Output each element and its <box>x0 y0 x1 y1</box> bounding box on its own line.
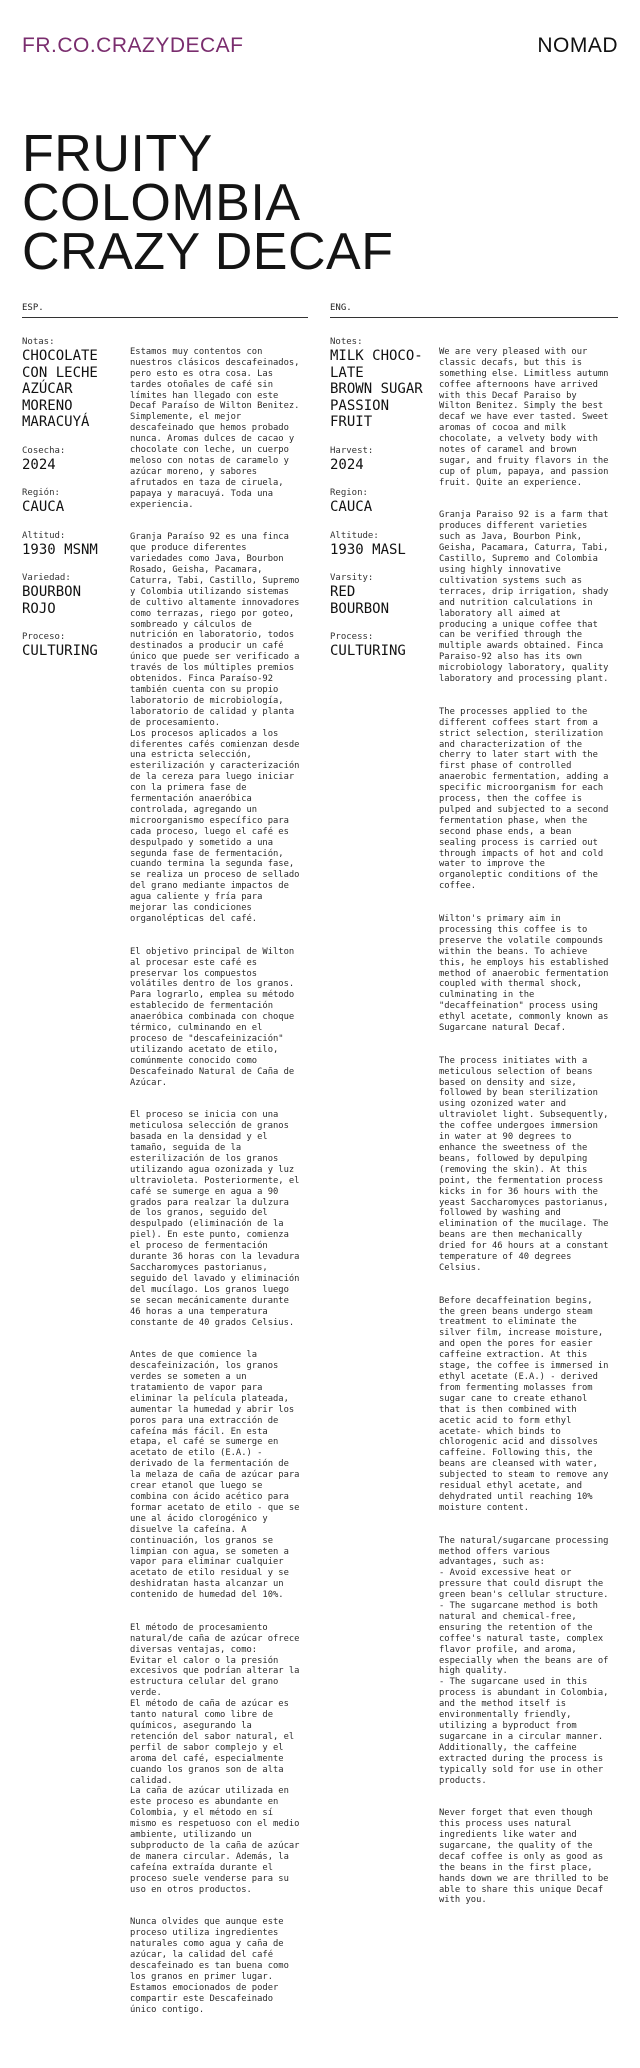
brand-logo[interactable]: NOMAD <box>537 34 618 57</box>
fact-region <box>22 487 124 516</box>
fact-label: Región: <box>22 488 60 498</box>
fact-process <box>22 631 124 660</box>
description-paragraph: El método de procesamiento natural/de caña de azúcar ofrece diversas ventajas, como: Evitar el calor o la presión excesivos que podrían alterar la estructura celular del grano verde. El método de caña de azúcar es tanto natural como libre de químicos, asegurando la retención del sabor natural, el perfil de sabor complejo y el aroma del café, especialmente cuando los granos son de alta calidad. La caña de azúcar utilizada en este proceso es abundante en Colombia, y el método en sí mismo es respetuoso con el medio ambiente, utilizando un subproducto de la caña de azúcar de manera circular. Además, la cafeína extraída durante el proceso suele venderse para su uso en otros productos. <box>130 1622 300 1895</box>
description-paragraph: Granja Paraíso 92 es una finca que produce diferentes variedades como Java, Bourbon Rosado, Geisha, Pacamara, Caturra, Tabi, Castillo, Supremo y Colombia utilizando sistemas de cultivo altamente innovadores como terrazas, riego por goteo, sombreado y cálculos de nutrición en laboratorio, todos destinados a producir un café único que puede ser verificado a través de los múltiples premios obtenidos. Finca Paraíso-92 también cuenta con su propio laboratorio de microbiología, laboratorio de calidad y planta de procesamiento. Los procesos aplicados a los diferentes cafés comienzan desde una estricta selección, esterilización y caracterización de la cereza para luego iniciar con la primera fase de fermentación anaeróbica controlada, agregando un microorganismo específico para cada proceso, luego el café es despulpado y sometido a una segunda fase de fermentación, cuando termina la segunda fase, se realiza un proceso de sellado del grano mediante impactos de agua caliente y fría para mejorar las condiciones organolépticas del café. <box>130 532 300 925</box>
fact-harvest <box>22 445 124 474</box>
title-line: FRUITY <box>22 125 213 183</box>
fact-notes <box>330 336 432 431</box>
fact-label: Notas: <box>22 337 55 347</box>
fact-label: Region: <box>330 488 368 498</box>
fact-label: Altitud: <box>22 530 66 541</box>
description-paragraph: El proceso se inicia con una meticulosa selección de granos basada en la densidad y el tamaño, seguida de la esterilización de los granos utilizando agua ozonizada y luz ultravioleta. Posteriormente, el café se sumerge en agua a 90 grados para realzar la dulzura de los granos, seguido del despulpado (eliminación de la piel). En este punto, comienza el proceso de fermentación durante 36 horas con la levadura Saccharomyces pastorianus, seguido del lavado y eliminación del mucílago. Los granos luego se secan mecánicamente durante 46 horas a una temperatura constante de 40 grados Celsius. <box>130 1110 300 1328</box>
header <box>22 34 618 64</box>
description-paragraph: The natural/sugarcane processing method offers various advantages, such as: - Avoid excessive heat or pressure that could disrupt the green bean's cellular structure. - The sugarcane method is both natural and chemical-free, ensuring the retention of the coffee's natural taste, complex flavor profile, and aroma, especially when the beans are of high quality. - The sugarcane used in this process is abundant in Colombia, and the method itself is environmentally friendly, utilizing a byproduct from sugarcane in a circular manner. Additionally, the caffeine extracted during the process is typically sold for use in other products. <box>439 1535 609 1786</box>
fact-label: Harvest: <box>330 445 374 456</box>
fact-label: Process: <box>330 632 374 642</box>
description-paragraph: Wilton's primary aim in processing this coffee is to preserve the volatile compounds within the beans. To achieve this, he employs his established method of anaerobic fermentation coupled with thermal shock, culminating in the "decaffeination" process using ethyl acetate, commonly known as Sugarcane natural Decaf. <box>439 913 609 1034</box>
fact-value: CHOCOLATE CON LECHE AZÚCAR MORENO MARACUYÁ <box>22 348 98 430</box>
fact-value: CULTURING <box>22 643 98 659</box>
description <box>439 336 637 1928</box>
description-paragraph: El objetivo principal de Wilton al procesar este café es preservar los compuestos volátiles dentro de los granos. Para lograrlo, emplea su método establecido de fermentación anaeróbica combinada con choque térmico, culminando en el proceso de "descafeinización" utilizando acetato de etilo, comúnmente conocido como Descafeinado Natural de Caña de Azúcar. <box>130 946 295 1088</box>
description-paragraph: The processes applied to the different coffees start from a strict selection, sterilization and characterization of the cherry to later start with the first phase of controlled anaerobic fermentation, adding a specific microorganism for each process, then the coffee is pulped and subjected to a second fermentation phase, when the second phase ends, a bean sealing process is carried out through impacts of hot and cold water to improve the organoleptic conditions of the coffee. <box>439 706 609 892</box>
title-line: CRAZY DECAF <box>22 223 394 281</box>
fact-value: CAUCA <box>22 499 65 515</box>
facts-list <box>22 336 124 674</box>
description-paragraph: We are very pleased with our classic decafs, but this is something else. Limitless autumn coffee afternoons have arrived with this Decaf Paraiso by Wilton Benitez. Simply the best decaf we have ever tasted. Sweet aromas of cocoa and milk chocolate, a velvety body with notes of caramel and brown sugar, and fruity flavors in the cup of plum, papaya, and passion fruit. Quite an experience. <box>439 346 609 488</box>
fact-value: 1930 MASL <box>330 541 406 558</box>
fact-label: Proceso: <box>22 632 66 642</box>
page-title <box>22 125 394 281</box>
fact-variety <box>22 572 124 617</box>
english-column <box>330 303 618 1906</box>
fact-label: Varsity: <box>330 573 374 583</box>
spanish-column <box>22 303 308 2015</box>
fact-value: CAUCA <box>330 499 373 515</box>
fact-label: Cosecha: <box>22 445 66 456</box>
description-paragraph: Never forget that even though this process uses natural ingredients like water and sugarcane, the quality of the decaf coffee is only as good as the beans in the first place, hands down we are thrilled to be able to share this unique Decaf with you. <box>439 1808 609 1906</box>
description-paragraph: Nunca olvides que aunque este proceso utiliza ingredientes naturales como agua y caña de azúcar, la calidad del café descafeinado es tan buena como los granos en primer lugar. Estamos emocionados de poder compartir este Descafeinado único contigo. <box>130 1917 289 2015</box>
fact-label: Notes: <box>330 337 363 347</box>
description-paragraph: Estamos muy contentos con nuestros clásicos descafeinados, pero esto es otra cosa. Las tardes otoñales de café sin límites han llegado con este Decaf Paraíso de Wilton Benitez. Simplemente, el mejor descafeinado que hemos probado nunca. Aromas dulces de cacao y chocolate con leche, un cuerpo meloso con notas de caramelo y azúcar moreno, y sabores afrutados en taza de ciruela, papaya y maracuyá. Toda una experiencia. <box>130 346 300 510</box>
language-label: ESP. <box>22 303 308 318</box>
fact-altitude <box>330 530 432 559</box>
fact-label: Altitude: <box>330 530 379 541</box>
fact-variety <box>330 572 432 617</box>
fact-harvest <box>330 445 432 474</box>
fact-value: RED BOURBON <box>330 584 390 617</box>
language-label: ENG. <box>330 303 618 318</box>
fact-altitude <box>22 530 124 559</box>
fact-notes <box>22 336 124 431</box>
fact-label: Variedad: <box>22 573 71 583</box>
facts-list <box>330 336 432 674</box>
description-paragraph: Before decaffeination begins, the green beans undergo steam treatment to eliminate the silver film, increase moisture, and open the pores for easier caffeine extraction. At this stage, the coffee is immersed in ethyl acetate (E.A.) - derived from fermenting molasses from sugar cane to create ethanol that is then combined with acetic acid to form ethyl acetate- which binds to chlorogenic acid and dissolves caffeine. Following this, the beans are cleansed with water, subjected to steam to remove any residual ethyl acetate, and dehydrated until reaching 10% moisture content. <box>439 1295 609 1513</box>
description <box>130 336 327 2037</box>
description-paragraph: Granja Paraiso 92 is a farm that produces different varieties such as Java, Bourbon Pink, Geisha, Pacamara, Caturra, Tabi, Castillo, Supremo and Colombia using highly innovative cultivation systems such as terraces, drip irrigation, shady and nutrition calculations in laboratory all aimed at producing a unique coffee that can be verified through the multiple awards obtained. Finca Paraiso-92 also has its own microbiology laboratory, quality laboratory and processing plant. <box>439 510 609 685</box>
fact-value: 2024 <box>22 456 56 473</box>
description-paragraph: Antes de que comience la descafeinización, los granos verdes se someten a un tratamiento de vapor para eliminar la película plateada, aumentar la humedad y abrir los poros para una extracción de cafeína más fácil. En esta etapa, el café se sumerge en acetato de etilo (E.A.) - derivado de la fermentación de la melaza de caña de azúcar para crear etanol que luego se combina con ácido acético para formar acetato de etilo - que se une al ácido clorogénico y disuelve la cafeína. A continuación, los granos se limpian con agua, se someten a vapor para eliminar cualquier acetato de etilo residual y se deshidratan hasta alcanzar un contenido de humedad del 10%. <box>130 1350 300 1601</box>
description-paragraph: The process initiates with a meticulous selection of beans based on density and size, followed by bean sterilization using ozonized water and ultraviolet light. Subsequently, the coffee undergoes immersion in water at 90 degrees to enhance the sweetness of the beans, followed by depulping (removing the skin). At this point, the fermentation process kicks in for 36 hours with the yeast Saccharomyces pastorianus, followed by washing and elimination of the mucilage. The beans are then mechanically dried for 46 hours at a constant temperature of 40 degrees Celsius. <box>439 1055 609 1273</box>
fact-process <box>330 631 432 660</box>
fact-region <box>330 487 432 516</box>
product-code: FR.CO.CRAZYDECAF <box>22 34 244 57</box>
fact-value: 1930 MSNM <box>22 541 98 558</box>
fact-value: MILK CHOCO- LATE BROWN SUGAR PASSION FRUIT <box>330 348 423 430</box>
fact-value: 2024 <box>330 456 364 473</box>
title-line: COLOMBIA <box>22 174 301 232</box>
fact-value: BOURBON ROJO <box>22 584 82 617</box>
fact-value: CULTURING <box>330 643 406 659</box>
